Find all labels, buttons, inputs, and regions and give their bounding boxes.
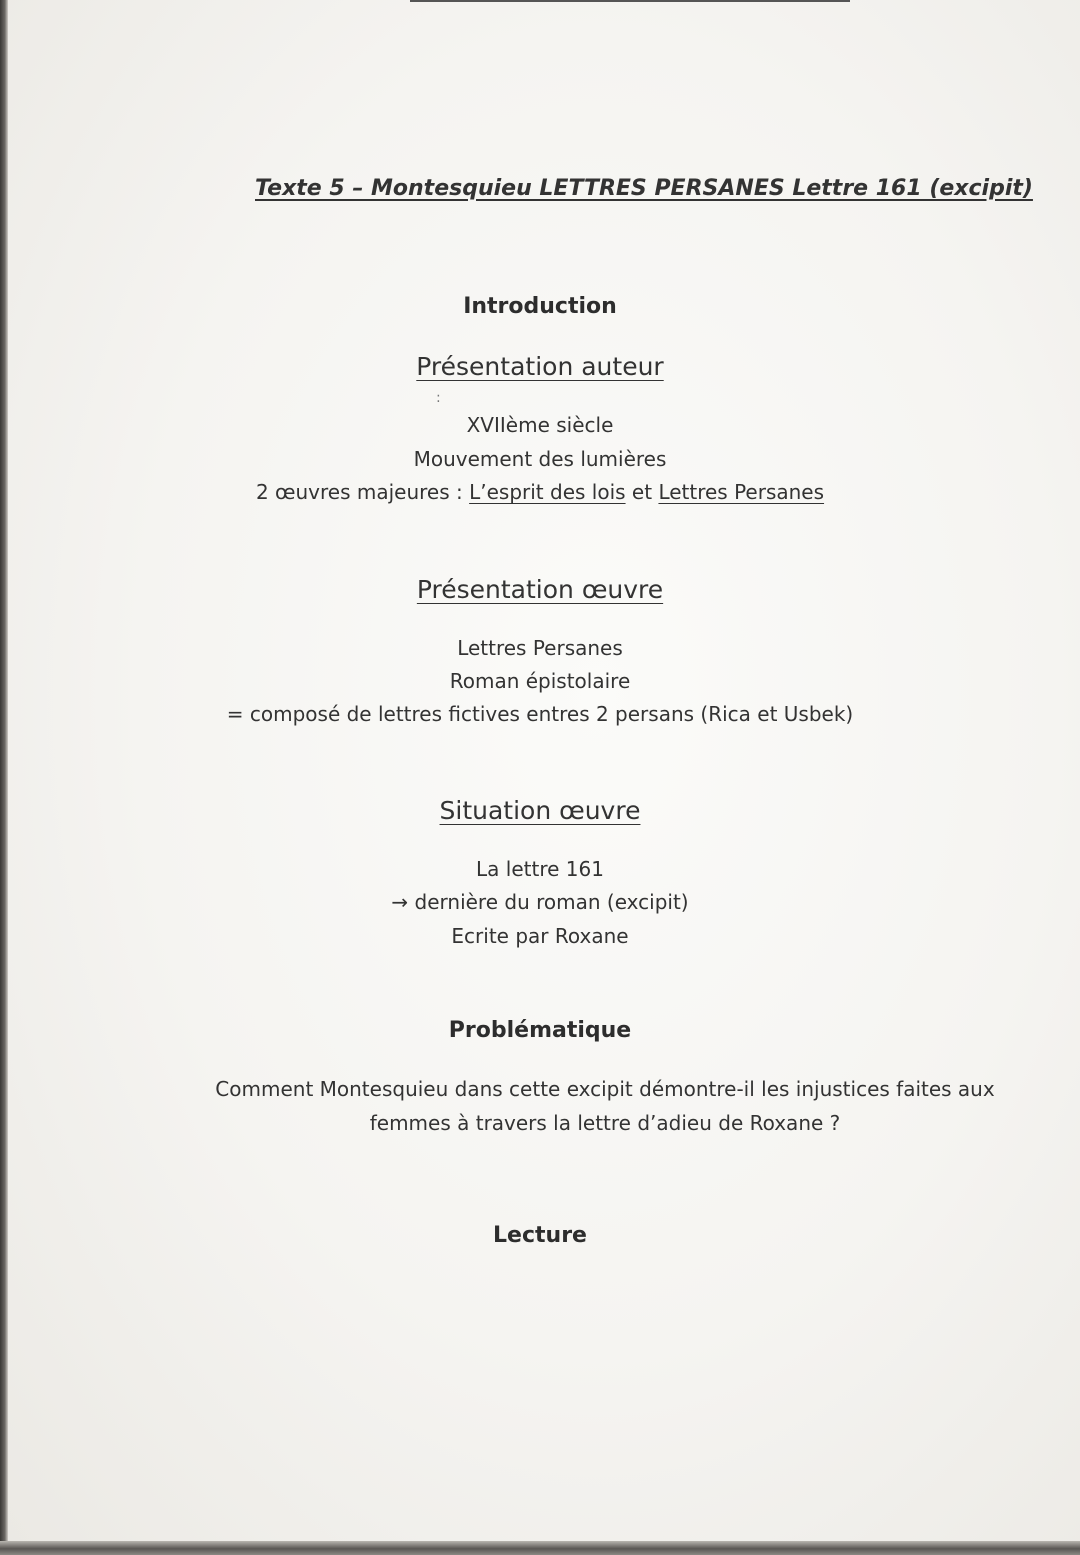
auteur-works	[0, 480, 1080, 504]
situation-author: Ecrite par Roxane	[451, 924, 629, 948]
problematique-text: Comment Montesquieu dans cette excipit démontre-il les injustices faites aux femmes à travers la lettre d’adieu de Roxane ?	[215, 1077, 995, 1135]
presentation-oeuvre-heading: Présentation œuvre	[416, 575, 664, 604]
oeuvre-title: Lettres Persanes	[457, 636, 623, 660]
presentation-auteur-heading: Présentation auteur	[416, 352, 664, 381]
work-lettres-persanes: Lettres Persanes	[658, 480, 825, 504]
auteur-century: XVIIème siècle	[466, 413, 614, 437]
paper-sheet	[8, 0, 1080, 1541]
page-left-edge	[0, 0, 8, 1555]
oeuvre-genre: Roman épistolaire	[449, 669, 631, 693]
auteur-movement: Mouvement des lumières	[413, 447, 667, 471]
page-bottom-edge	[0, 1541, 1080, 1555]
work-esprit-des-lois: L’esprit des lois	[469, 480, 626, 504]
page-top-edge	[410, 0, 850, 2]
oeuvre-definition: = composé de lettres fictives entres 2 persans (Rica et Usbek)	[226, 702, 854, 726]
situation-last: → dernière du roman (excipit)	[391, 890, 689, 914]
auteur-works-connector: et	[625, 480, 659, 504]
document-title: Texte 5 – Montesquieu LETTRES PERSANES Lettre 161 (excipit)	[255, 176, 1033, 201]
stray-mark: :	[436, 390, 441, 406]
situation-oeuvre-heading: Situation œuvre	[439, 796, 641, 825]
lecture-heading: Lecture	[493, 1223, 587, 1248]
introduction-heading: Introduction	[463, 294, 617, 319]
auteur-works-prefix: 2 œuvres majeures :	[255, 480, 470, 504]
problematique-heading: Problématique	[448, 1018, 632, 1043]
situation-letter: La lettre 161	[476, 857, 604, 881]
